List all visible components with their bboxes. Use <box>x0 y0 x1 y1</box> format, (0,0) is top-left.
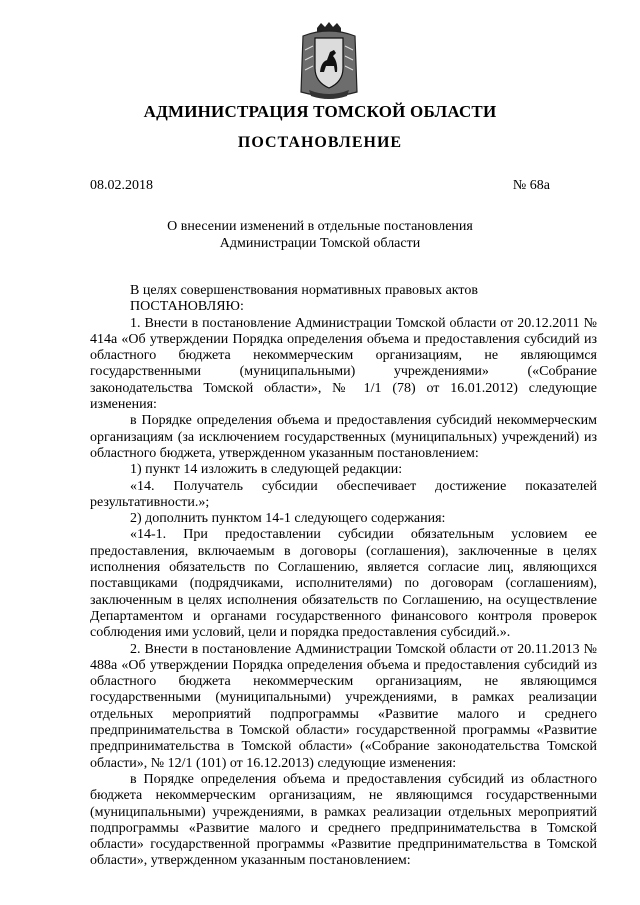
document-type: ПОСТАНОВЛЕНИЕ <box>237 134 403 151</box>
subject-line: О внесении изменений в отдельные постановления <box>167 219 473 234</box>
paragraph: 2) дополнить пунктом 14-1 следующего содержания: <box>130 511 446 527</box>
paragraph: в Порядке определения объема и предоставления субсидий некоммерческим организациям (за исключением государственных (муниципальных) учреждений) из областного бюджета, утвержденном указанным постановлением: <box>90 413 597 461</box>
paragraph: в Порядке определения объема и предоставления субсидий из областного бюджета некоммерческим организациям, не являющимся государственными (муниципальными) учреждениями, в рамках реализации отдельных мероприятий подпрограммы «Развитие малого и среднего предпринимательства в Томской области» государственной программы «Развитие предпринимательства в Томской области», утвержденном указанным постановлением: <box>90 771 597 869</box>
paragraph: В целях совершенствования нормативных правовых актов <box>130 283 478 298</box>
organization-title: АДМИНИСТРАЦИЯ ТОМСКОЙ ОБЛАСТИ <box>143 102 497 121</box>
paragraph: 1) пункт 14 изложить в следующей редакции: <box>130 462 403 478</box>
paragraph-resolve: ПОСТАНОВЛЯЮ: <box>130 299 244 315</box>
document-date: 08.02.2018 <box>90 178 153 193</box>
subject-line: Администрации Томской области <box>219 236 421 251</box>
paragraph: 1. Внести в постановление Администрации Томской области от 20.12.2011 № 414а «Об утверждении Порядка определения объема и предоставления субсидий из областного бюджета некоммерческим организациям, не являющимся государственными (муниципальными) учреждениями» («Собрание законодательства Томской области», № 1/1 (78) от 16.01.2012) следующие изменения: <box>90 315 597 413</box>
paragraph: «14. Получатель субсидии обеспечивает достижение показателей результативности.»; <box>90 478 597 510</box>
document-subject <box>0 218 640 252</box>
document-body <box>90 283 597 870</box>
coat-of-arms-icon <box>297 22 361 100</box>
document-number: № 68а <box>512 178 550 193</box>
paragraph: «14-1. При предоставлении субсидии обязательным условием ее предоставления, включаемым в договоры (соглашения), заключенные в целях исполнения обязательств по Соглашению, является согласие лиц, являющихся поставщиками (подрядчиками, исполнителями) по договорам (соглашениям), заключенным в целях исполнения обязательств по Соглашению, на осуществление Департаментом и органами государственного финансового контроля проверок соблюдения ими условий, цели и порядка предоставления субсидий.». <box>90 527 597 641</box>
paragraph: 2. Внести в постановление Администрации Томской области от 20.11.2013 № 488а «Об утверждении Порядка определения объема и предоставления субсидий из областного бюджета некоммерческим организациям, не являющимся государственными (муниципальными) учреждениями, в рамках реализации отдельных мероприятий подпрограммы «Развитие малого и среднего предпринимательства в Томской области» государственной программы «Развитие предпринимательства в Томской области» («Собрание законодательства Томской области», № 12/1 (101) от 16.12.2013) следующие изменения: <box>90 641 597 771</box>
